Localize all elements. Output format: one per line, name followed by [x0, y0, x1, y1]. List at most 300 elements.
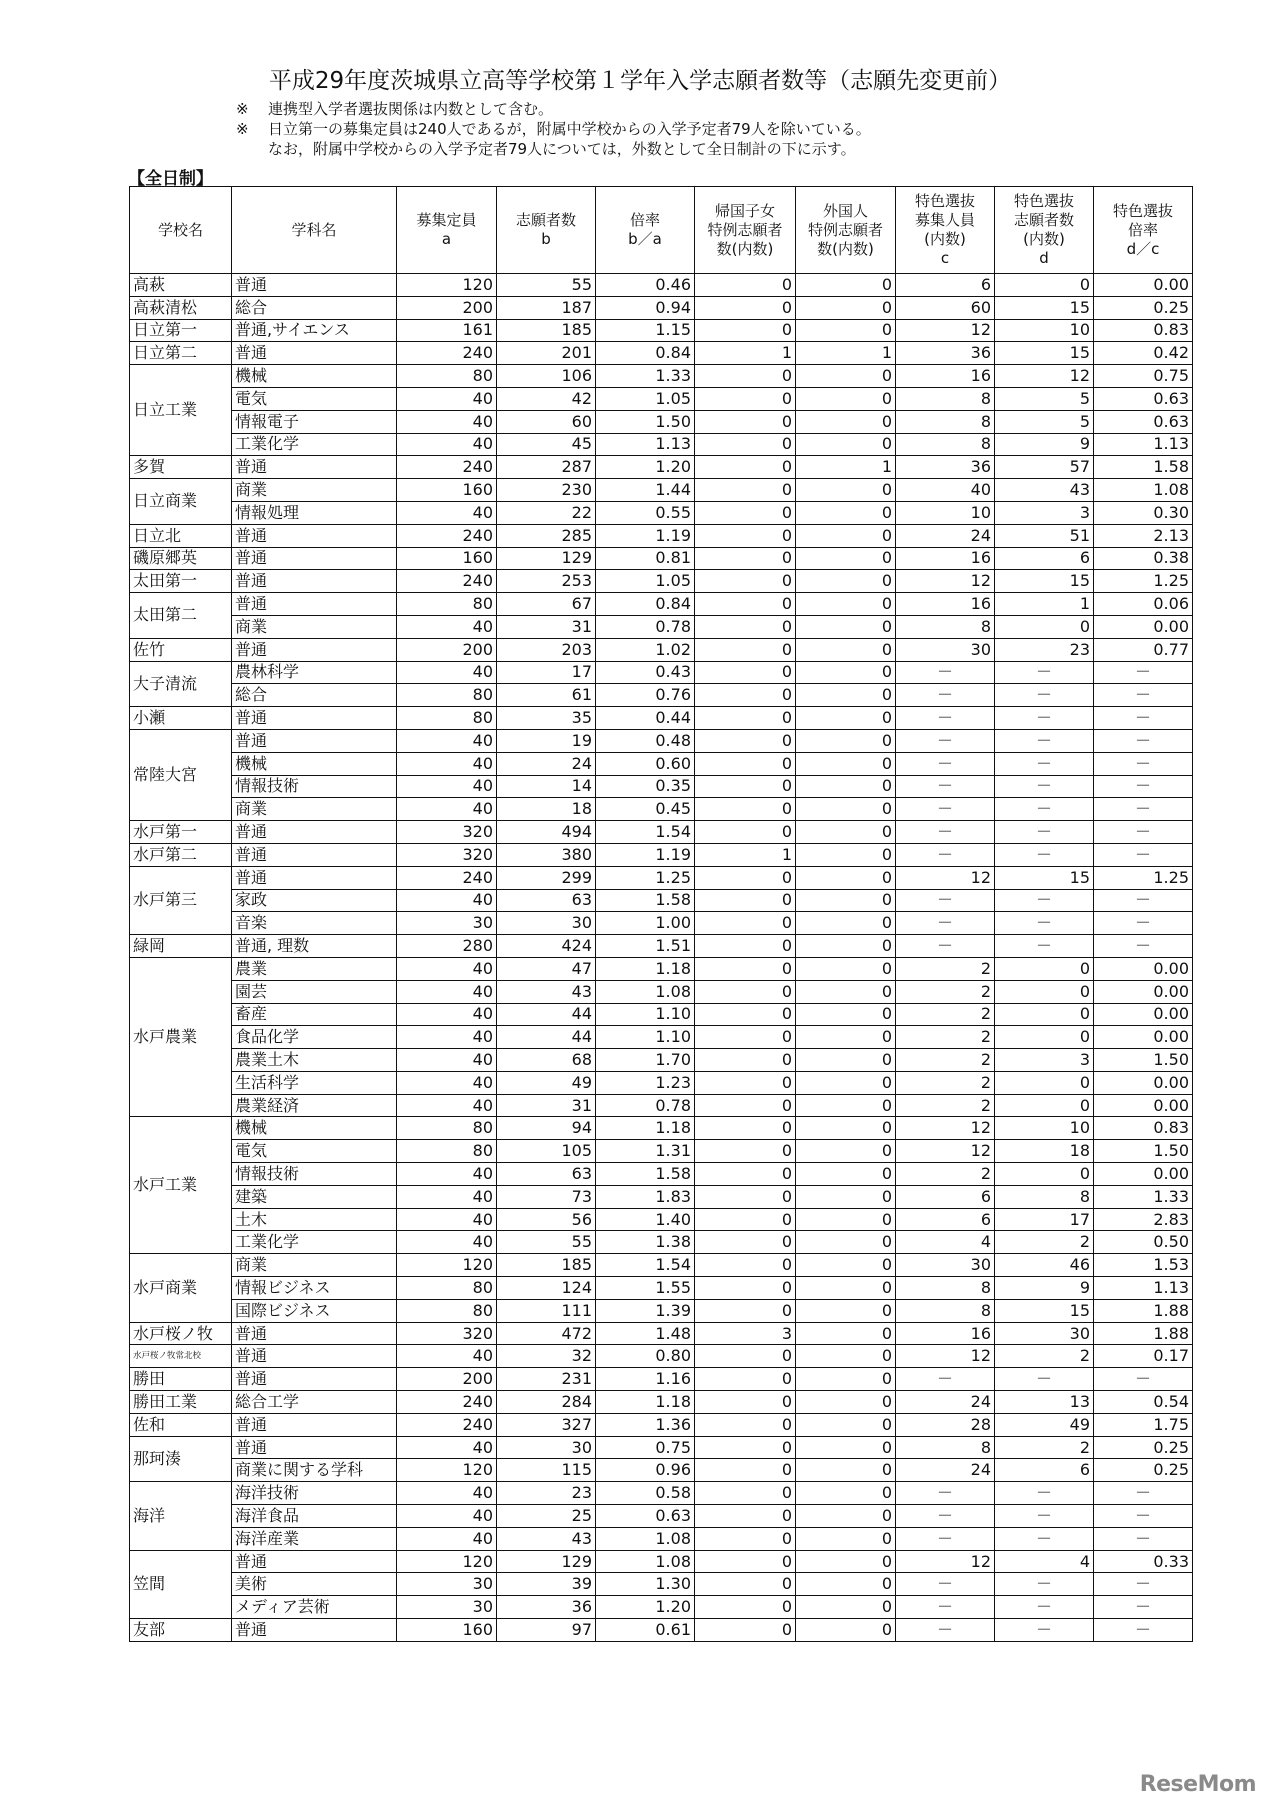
ratio-cell: 0.60 [596, 752, 695, 775]
department-name: 情報技術 [232, 1163, 397, 1186]
special-applicants-cell: 15 [995, 570, 1094, 593]
table-row [130, 1619, 1193, 1642]
special-ratio-cell: 0.00 [1094, 980, 1193, 1003]
special-capacity-cell: 4 [896, 1231, 995, 1254]
special-ratio-cell: 1.50 [1094, 1049, 1193, 1072]
applicants-cell: 61 [497, 684, 596, 707]
foreign-cell: 0 [796, 729, 896, 752]
capacity-cell: 80 [397, 1140, 497, 1163]
table-row [130, 866, 1193, 889]
applicants-cell: 63 [497, 1163, 596, 1186]
special-capacity-cell: － [896, 889, 995, 912]
capacity-cell: 30 [397, 912, 497, 935]
returnee-cell: 0 [695, 684, 796, 707]
table-row [130, 1482, 1193, 1505]
capacity-cell: 80 [397, 1299, 497, 1322]
table-row [130, 615, 1193, 638]
returnee-cell: 0 [695, 1299, 796, 1322]
special-capacity-cell: 24 [896, 1391, 995, 1414]
returnee-cell: 0 [695, 1208, 796, 1231]
ratio-cell: 1.18 [596, 1117, 695, 1140]
special-applicants-cell: － [995, 729, 1094, 752]
special-capacity-cell: － [896, 912, 995, 935]
returnee-cell: 0 [695, 1254, 796, 1277]
special-applicants-cell: 43 [995, 479, 1094, 502]
special-capacity-cell: － [896, 1368, 995, 1391]
school-name: 水戸第一 [130, 821, 232, 844]
applicants-cell: 129 [497, 1550, 596, 1573]
table-row [130, 1049, 1193, 1072]
table-row [130, 410, 1193, 433]
special-ratio-cell: 1.58 [1094, 456, 1193, 479]
special-capacity-cell: 6 [896, 274, 995, 297]
ratio-cell: 0.35 [596, 775, 695, 798]
applicants-cell: 47 [497, 957, 596, 980]
foreign-cell: 0 [796, 889, 896, 912]
returnee-cell: 0 [695, 410, 796, 433]
foreign-cell: 0 [796, 1345, 896, 1368]
ratio-cell: 0.63 [596, 1505, 695, 1528]
foreign-cell: 0 [796, 1140, 896, 1163]
returnee-cell: 0 [695, 1573, 796, 1596]
special-applicants-cell: － [995, 889, 1094, 912]
table-row [130, 798, 1193, 821]
applicants-cell: 187 [497, 296, 596, 319]
school-name: 那珂湊 [130, 1436, 232, 1482]
returnee-cell: 0 [695, 501, 796, 524]
capacity-cell: 40 [397, 433, 497, 456]
special-applicants-cell: 1 [995, 593, 1094, 616]
table-row [130, 843, 1193, 866]
department-name: 電気 [232, 387, 397, 410]
ratio-cell: 1.30 [596, 1573, 695, 1596]
special-applicants-cell: 0 [995, 957, 1094, 980]
special-ratio-cell: － [1094, 1505, 1193, 1528]
special-applicants-cell: － [995, 1368, 1094, 1391]
returnee-cell: 1 [695, 342, 796, 365]
special-capacity-cell: － [896, 752, 995, 775]
capacity-cell: 40 [397, 1231, 497, 1254]
special-applicants-cell: － [995, 1619, 1094, 1642]
special-applicants-cell: 13 [995, 1391, 1094, 1414]
returnee-cell: 0 [695, 889, 796, 912]
capacity-cell: 120 [397, 274, 497, 297]
foreign-cell: 0 [796, 1573, 896, 1596]
foreign-cell: 0 [796, 593, 896, 616]
special-capacity-cell: 16 [896, 365, 995, 388]
table-row [130, 775, 1193, 798]
table-row [130, 1368, 1193, 1391]
foreign-cell: 0 [796, 1277, 896, 1300]
special-ratio-cell: 0.06 [1094, 593, 1193, 616]
special-capacity-cell: 8 [896, 615, 995, 638]
special-capacity-cell: － [896, 821, 995, 844]
applicants-cell: 129 [497, 547, 596, 570]
applicants-cell: 63 [497, 889, 596, 912]
department-name: 農業経済 [232, 1094, 397, 1117]
table-row [130, 638, 1193, 661]
returnee-cell: 0 [695, 1596, 796, 1619]
returnee-cell: 0 [695, 1071, 796, 1094]
special-applicants-cell: 0 [995, 1026, 1094, 1049]
applicants-cell: 49 [497, 1071, 596, 1094]
returnee-cell: 0 [695, 752, 796, 775]
department-name: 機械 [232, 365, 397, 388]
foreign-cell: 0 [796, 866, 896, 889]
ratio-cell: 0.76 [596, 684, 695, 707]
special-ratio-cell: － [1094, 912, 1193, 935]
table-row [130, 1163, 1193, 1186]
returnee-cell: 0 [695, 821, 796, 844]
department-name: 普通 [232, 843, 397, 866]
department-name: 国際ビジネス [232, 1299, 397, 1322]
capacity-cell: 40 [397, 798, 497, 821]
header-capacity: 募集定員 a [397, 187, 497, 274]
special-ratio-cell: 1.25 [1094, 866, 1193, 889]
ratio-cell: 0.55 [596, 501, 695, 524]
capacity-cell: 40 [397, 1208, 497, 1231]
table-row [130, 1459, 1193, 1482]
applicants-cell: 44 [497, 1026, 596, 1049]
department-name: 工業化学 [232, 433, 397, 456]
special-ratio-cell: 0.75 [1094, 365, 1193, 388]
foreign-cell: 0 [796, 752, 896, 775]
special-ratio-cell: 0.38 [1094, 547, 1193, 570]
applicants-cell: 45 [497, 433, 596, 456]
table-row [130, 1026, 1193, 1049]
special-ratio-cell: 0.83 [1094, 1117, 1193, 1140]
foreign-cell: 0 [796, 479, 896, 502]
special-applicants-cell: 12 [995, 365, 1094, 388]
capacity-cell: 120 [397, 1254, 497, 1277]
returnee-cell: 0 [695, 1231, 796, 1254]
special-applicants-cell: － [995, 1482, 1094, 1505]
special-ratio-cell: 0.25 [1094, 1459, 1193, 1482]
table-row [130, 1391, 1193, 1414]
applicants-cell: 31 [497, 615, 596, 638]
department-name: 海洋産業 [232, 1527, 397, 1550]
special-capacity-cell: － [896, 843, 995, 866]
applicants-table [129, 186, 1193, 1642]
school-name: 水戸桜ノ牧 [130, 1322, 232, 1345]
table-row [130, 1094, 1193, 1117]
returnee-cell: 0 [695, 387, 796, 410]
school-name: 水戸農業 [130, 957, 232, 1117]
table-row [130, 661, 1193, 684]
department-name: 建築 [232, 1185, 397, 1208]
school-name: 多賀 [130, 456, 232, 479]
department-name: 工業化学 [232, 1231, 397, 1254]
table-row [130, 593, 1193, 616]
foreign-cell: 0 [796, 1026, 896, 1049]
special-ratio-cell: 0.50 [1094, 1231, 1193, 1254]
applicants-cell: 185 [497, 1254, 596, 1277]
applicants-cell: 55 [497, 274, 596, 297]
special-ratio-cell: 0.25 [1094, 296, 1193, 319]
applicants-cell: 97 [497, 1619, 596, 1642]
department-name: 情報処理 [232, 501, 397, 524]
special-ratio-cell: － [1094, 661, 1193, 684]
foreign-cell: 0 [796, 501, 896, 524]
special-applicants-cell: － [995, 752, 1094, 775]
special-applicants-cell: 30 [995, 1322, 1094, 1345]
school-name: 高萩 [130, 274, 232, 297]
department-name: 普通 [232, 456, 397, 479]
ratio-cell: 1.08 [596, 1550, 695, 1573]
capacity-cell: 320 [397, 1322, 497, 1345]
table-row [130, 1596, 1193, 1619]
foreign-cell: 0 [796, 1071, 896, 1094]
special-capacity-cell: 2 [896, 1026, 995, 1049]
department-name: 普通 [232, 524, 397, 547]
foreign-cell: 0 [796, 1413, 896, 1436]
foreign-cell: 0 [796, 524, 896, 547]
school-name: 日立第二 [130, 342, 232, 365]
table-row [130, 319, 1193, 342]
table-row [130, 912, 1193, 935]
special-capacity-cell: 60 [896, 296, 995, 319]
ratio-cell: 0.61 [596, 1619, 695, 1642]
foreign-cell: 0 [796, 957, 896, 980]
special-capacity-cell: 28 [896, 1413, 995, 1436]
special-applicants-cell: 0 [995, 1003, 1094, 1026]
special-ratio-cell: 1.50 [1094, 1140, 1193, 1163]
capacity-cell: 280 [397, 935, 497, 958]
special-capacity-cell: 2 [896, 1094, 995, 1117]
special-applicants-cell: 23 [995, 638, 1094, 661]
returnee-cell: 0 [695, 547, 796, 570]
returnee-cell: 0 [695, 570, 796, 593]
note-text: なお，附属中学校からの入学予定者79人については，外数として全日制計の下に示す。 [268, 140, 856, 158]
returnee-cell: 0 [695, 479, 796, 502]
foreign-cell: 0 [796, 912, 896, 935]
applicants-cell: 201 [497, 342, 596, 365]
special-applicants-cell: 6 [995, 547, 1094, 570]
applicants-cell: 31 [497, 1094, 596, 1117]
special-capacity-cell: － [896, 1573, 995, 1596]
header-foreign: 外国人 特例志願者 数(内数) [796, 187, 896, 274]
ratio-cell: 1.55 [596, 1277, 695, 1300]
table-row [130, 524, 1193, 547]
special-ratio-cell: 0.33 [1094, 1550, 1193, 1573]
capacity-cell: 160 [397, 1619, 497, 1642]
school-name: 太田第二 [130, 593, 232, 639]
foreign-cell: 0 [796, 1527, 896, 1550]
department-name: 機械 [232, 752, 397, 775]
special-applicants-cell: 9 [995, 433, 1094, 456]
ratio-cell: 1.58 [596, 889, 695, 912]
special-capacity-cell: － [896, 1527, 995, 1550]
special-ratio-cell: 1.25 [1094, 570, 1193, 593]
returnee-cell: 0 [695, 1459, 796, 1482]
school-name: 海洋 [130, 1482, 232, 1550]
special-ratio-cell: 0.00 [1094, 1003, 1193, 1026]
department-name: 普通 [232, 274, 397, 297]
table-body [130, 274, 1193, 1642]
applicants-cell: 17 [497, 661, 596, 684]
note-mark: ※ [236, 100, 249, 118]
department-name: 普通 [232, 342, 397, 365]
returnee-cell: 0 [695, 1049, 796, 1072]
department-name: 普通 [232, 547, 397, 570]
special-capacity-cell: 36 [896, 342, 995, 365]
table-row [130, 1140, 1193, 1163]
ratio-cell: 0.80 [596, 1345, 695, 1368]
special-capacity-cell: 12 [896, 1345, 995, 1368]
special-capacity-cell: 12 [896, 319, 995, 342]
special-applicants-cell: 8 [995, 1185, 1094, 1208]
header-returnee: 帰国子女 特例志願者 数(内数) [695, 187, 796, 274]
special-capacity-cell: － [896, 935, 995, 958]
table-row [130, 501, 1193, 524]
foreign-cell: 0 [796, 274, 896, 297]
special-ratio-cell: 1.75 [1094, 1413, 1193, 1436]
department-name: 商業 [232, 615, 397, 638]
capacity-cell: 240 [397, 866, 497, 889]
special-applicants-cell: 10 [995, 319, 1094, 342]
special-applicants-cell: － [995, 912, 1094, 935]
department-name: 普通 [232, 821, 397, 844]
special-ratio-cell: 0.83 [1094, 319, 1193, 342]
returnee-cell: 0 [695, 615, 796, 638]
foreign-cell: 0 [796, 1459, 896, 1482]
applicants-cell: 30 [497, 1436, 596, 1459]
special-applicants-cell: 5 [995, 387, 1094, 410]
applicants-cell: 327 [497, 1413, 596, 1436]
foreign-cell: 0 [796, 935, 896, 958]
note-2 [236, 119, 871, 139]
table-row [130, 1208, 1193, 1231]
table-row [130, 821, 1193, 844]
foreign-cell: 0 [796, 1322, 896, 1345]
department-name: 商業 [232, 479, 397, 502]
department-name: 情報電子 [232, 410, 397, 433]
special-applicants-cell: 0 [995, 274, 1094, 297]
applicants-cell: 42 [497, 387, 596, 410]
returnee-cell: 0 [695, 1436, 796, 1459]
special-ratio-cell: 0.00 [1094, 274, 1193, 297]
special-ratio-cell: 0.63 [1094, 410, 1193, 433]
ratio-cell: 1.05 [596, 570, 695, 593]
ratio-cell: 1.02 [596, 638, 695, 661]
special-capacity-cell: 12 [896, 866, 995, 889]
ratio-cell: 1.50 [596, 410, 695, 433]
returnee-cell: 0 [695, 661, 796, 684]
special-applicants-cell: 0 [995, 615, 1094, 638]
foreign-cell: 0 [796, 980, 896, 1003]
capacity-cell: 240 [397, 342, 497, 365]
special-capacity-cell: － [896, 684, 995, 707]
department-name: 普通 [232, 1550, 397, 1573]
special-ratio-cell: － [1094, 821, 1193, 844]
header-department: 学科名 [232, 187, 397, 274]
returnee-cell: 0 [695, 1026, 796, 1049]
applicants-cell: 380 [497, 843, 596, 866]
special-applicants-cell: 2 [995, 1436, 1094, 1459]
returnee-cell: 0 [695, 1117, 796, 1140]
ratio-cell: 1.36 [596, 1413, 695, 1436]
capacity-cell: 240 [397, 456, 497, 479]
returnee-cell: 0 [695, 638, 796, 661]
table-row [130, 707, 1193, 730]
special-applicants-cell: 51 [995, 524, 1094, 547]
returnee-cell: 0 [695, 296, 796, 319]
returnee-cell: 0 [695, 798, 796, 821]
table-row [130, 957, 1193, 980]
capacity-cell: 40 [397, 1026, 497, 1049]
special-ratio-cell: 0.00 [1094, 1071, 1193, 1094]
special-applicants-cell: 2 [995, 1345, 1094, 1368]
ratio-cell: 0.96 [596, 1459, 695, 1482]
special-ratio-cell: 0.17 [1094, 1345, 1193, 1368]
capacity-cell: 40 [397, 980, 497, 1003]
special-capacity-cell: 12 [896, 570, 995, 593]
returnee-cell: 0 [695, 365, 796, 388]
capacity-cell: 40 [397, 1163, 497, 1186]
applicants-cell: 124 [497, 1277, 596, 1300]
applicants-cell: 494 [497, 821, 596, 844]
returnee-cell: 0 [695, 729, 796, 752]
applicants-cell: 22 [497, 501, 596, 524]
capacity-cell: 40 [397, 1527, 497, 1550]
ratio-cell: 0.84 [596, 342, 695, 365]
foreign-cell: 0 [796, 570, 896, 593]
table-row [130, 1117, 1193, 1140]
ratio-cell: 1.19 [596, 524, 695, 547]
capacity-cell: 120 [397, 1459, 497, 1482]
special-ratio-cell: 0.00 [1094, 615, 1193, 638]
ratio-cell: 1.08 [596, 980, 695, 1003]
ratio-cell: 1.05 [596, 387, 695, 410]
returnee-cell: 1 [695, 843, 796, 866]
foreign-cell: 0 [796, 547, 896, 570]
special-capacity-cell: 2 [896, 1163, 995, 1186]
table-row [130, 980, 1193, 1003]
ratio-cell: 1.54 [596, 821, 695, 844]
returnee-cell: 0 [695, 866, 796, 889]
capacity-cell: 40 [397, 1094, 497, 1117]
ratio-cell: 0.78 [596, 1094, 695, 1117]
special-ratio-cell: 0.30 [1094, 501, 1193, 524]
special-ratio-cell: 0.54 [1094, 1391, 1193, 1414]
department-name: 普通 [232, 593, 397, 616]
foreign-cell: 0 [796, 1094, 896, 1117]
note-text: 連携型入学者選抜関係は内数として含む。 [268, 100, 554, 118]
table-row [130, 1277, 1193, 1300]
applicants-cell: 106 [497, 365, 596, 388]
department-name: 情報技術 [232, 775, 397, 798]
note-text: 日立第一の募集定員は240人であるが，附属中学校からの入学予定者79人を除いている。 [268, 120, 871, 138]
returnee-cell: 0 [695, 1140, 796, 1163]
special-ratio-cell: 0.42 [1094, 342, 1193, 365]
table-row [130, 1185, 1193, 1208]
department-name: 普通 [232, 1436, 397, 1459]
special-ratio-cell: 2.13 [1094, 524, 1193, 547]
foreign-cell: 0 [796, 1163, 896, 1186]
special-capacity-cell: 8 [896, 1277, 995, 1300]
applicants-cell: 203 [497, 638, 596, 661]
ratio-cell: 1.20 [596, 456, 695, 479]
special-applicants-cell: － [995, 1596, 1094, 1619]
school-name: 太田第一 [130, 570, 232, 593]
foreign-cell: 0 [796, 1299, 896, 1322]
applicants-cell: 43 [497, 980, 596, 1003]
header-special-applicants: 特色選抜 志願者数 (内数) d [995, 187, 1094, 274]
foreign-cell: 0 [796, 1550, 896, 1573]
table-row [130, 1345, 1193, 1368]
special-capacity-cell: － [896, 775, 995, 798]
ratio-cell: 1.16 [596, 1368, 695, 1391]
